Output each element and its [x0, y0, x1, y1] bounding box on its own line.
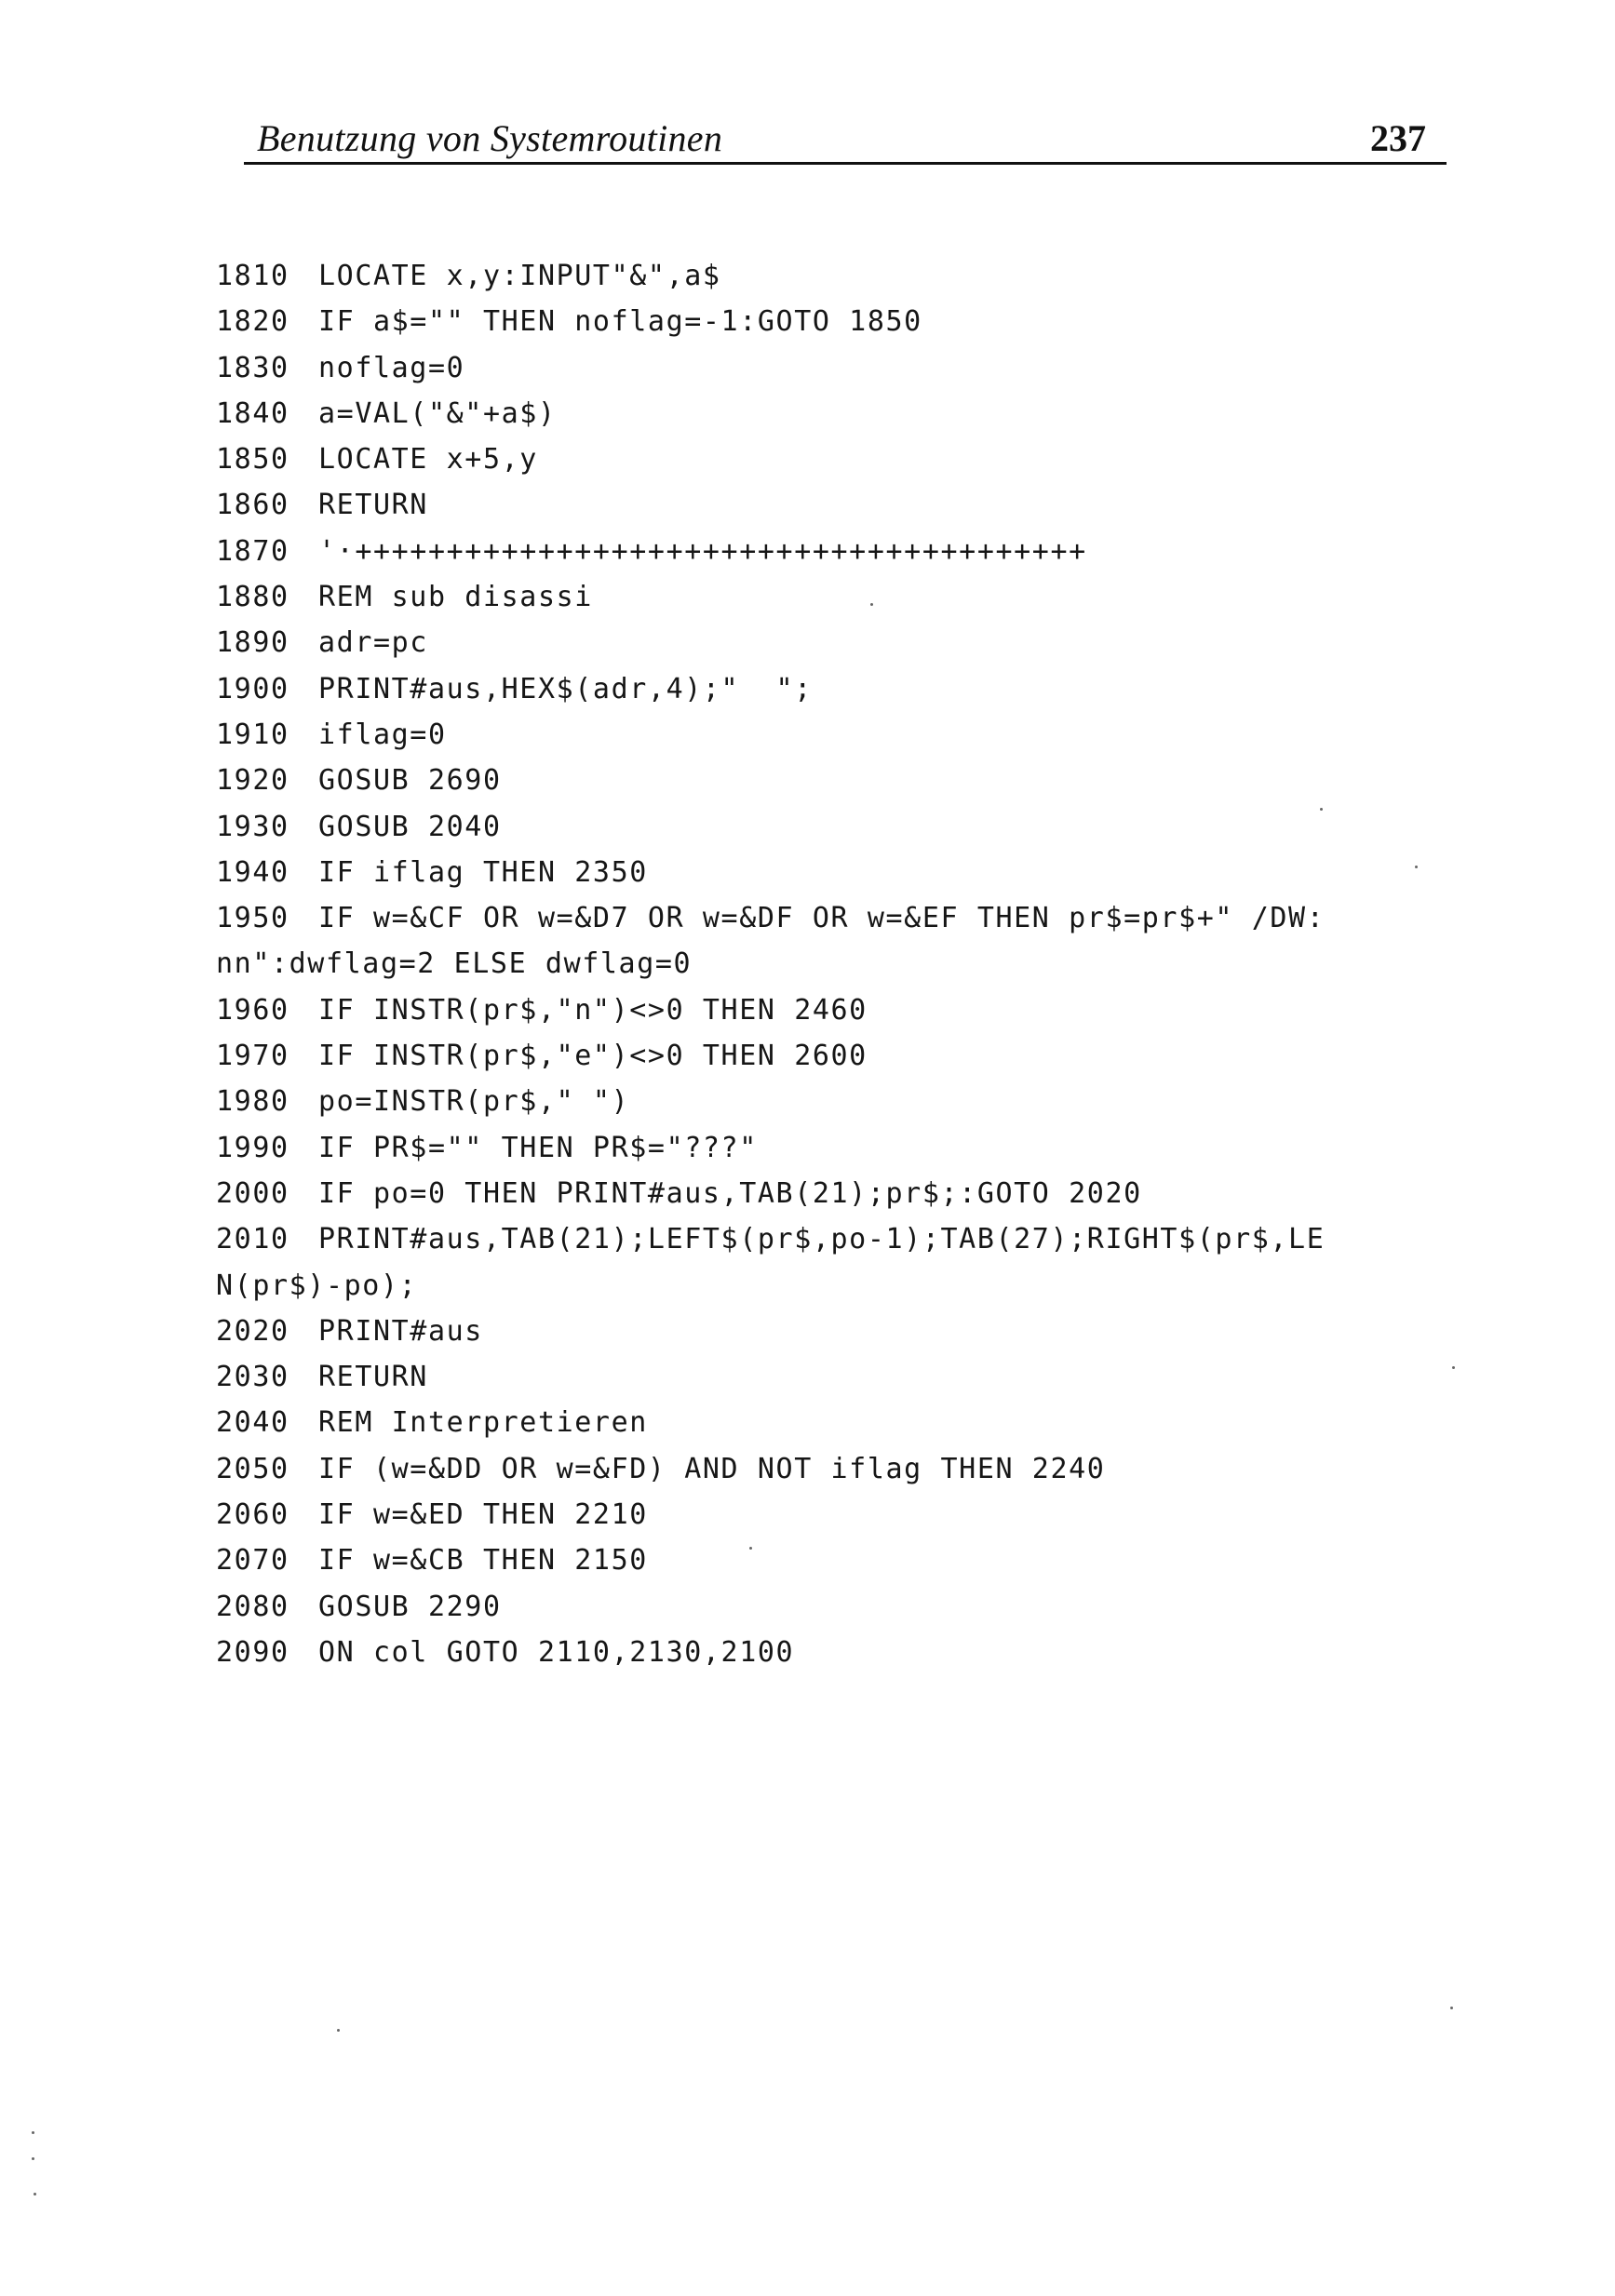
line-code: IF a$="" THEN noflag=-1:GOTO 1850 — [318, 305, 922, 339]
scan-speck — [32, 2157, 34, 2160]
code-line — [216, 1584, 1463, 1630]
line-code: LOCATE x+5,y — [318, 443, 538, 477]
line-number: 1930 — [216, 810, 289, 843]
line-number: 1850 — [216, 443, 289, 477]
code-line — [216, 1216, 1463, 1262]
code-line — [216, 1400, 1463, 1445]
line-code: adr=pc — [318, 626, 428, 660]
line-code: po=INSTR(pr$," ") — [318, 1085, 630, 1119]
code-line — [216, 987, 1463, 1033]
line-number: 1900 — [216, 672, 289, 705]
line-number: 2000 — [216, 1176, 289, 1210]
line-code: IF INSTR(pr$,"n")<>0 THEN 2460 — [318, 993, 868, 1027]
line-code: noflag=0 — [318, 351, 465, 384]
line-code: IF INSTR(pr$,"e")<>0 THEN 2600 — [318, 1040, 868, 1073]
code-line — [216, 253, 1463, 299]
line-code: RETURN — [318, 1361, 428, 1394]
code-line — [216, 574, 1463, 620]
scan-speck — [1320, 808, 1323, 811]
line-number: 1920 — [216, 764, 289, 798]
line-number: 2030 — [216, 1361, 289, 1394]
line-number: 1960 — [216, 993, 289, 1027]
code-line — [216, 1033, 1463, 1079]
code-line — [216, 1446, 1463, 1492]
line-code: IF w=&ED THEN 2210 — [318, 1498, 648, 1532]
line-code: RETURN — [318, 489, 428, 522]
line-number: 2010 — [216, 1223, 289, 1256]
code-line — [216, 712, 1463, 758]
line-code: iflag=0 — [318, 718, 447, 751]
scan-speck — [1452, 1366, 1455, 1369]
code-line — [216, 1309, 1463, 1354]
code-line — [216, 1630, 1463, 1675]
line-number: 1820 — [216, 305, 289, 339]
line-number: 1990 — [216, 1131, 289, 1164]
line-code: GOSUB 2040 — [318, 810, 502, 843]
code-line — [216, 345, 1463, 391]
line-number: 1810 — [216, 260, 289, 292]
line-code: IF po=0 THEN PRINT#aus,TAB(21);pr$;:GOTO 2020 — [318, 1176, 1142, 1210]
scan-speck — [749, 1547, 752, 1550]
code-line — [216, 1125, 1463, 1171]
code-line — [216, 1537, 1463, 1583]
line-number: 1980 — [216, 1085, 289, 1119]
code-line — [216, 804, 1463, 850]
code-line — [216, 436, 1463, 482]
scan-speck — [34, 2193, 36, 2195]
line-code: nn":dwflag=2 ELSE dwflag=0 — [216, 947, 693, 981]
line-number: 1840 — [216, 396, 289, 430]
line-code: IF PR$="" THEN PR$="???" — [318, 1131, 758, 1164]
line-code: PRINT#aus,HEX$(adr,4);" "; — [318, 672, 813, 705]
line-number: 2020 — [216, 1314, 289, 1348]
line-number: 1880 — [216, 581, 289, 614]
code-line — [216, 1354, 1463, 1400]
line-code: PRINT#aus,TAB(21);LEFT$(pr$,po-1);TAB(27);RIGHT$(pr$,LE — [318, 1223, 1326, 1256]
line-number: 1830 — [216, 351, 289, 384]
code-line — [216, 1171, 1463, 1216]
line-code: GOSUB 2290 — [318, 1590, 502, 1623]
code-line — [216, 895, 1463, 941]
line-number: 2040 — [216, 1406, 289, 1440]
scan-speck — [870, 603, 873, 606]
line-number: 2080 — [216, 1590, 289, 1623]
line-number: 1950 — [216, 902, 289, 935]
line-number: 2070 — [216, 1544, 289, 1578]
code-line — [216, 529, 1463, 574]
line-number: 2060 — [216, 1498, 289, 1532]
line-code: a=VAL("&"+a$) — [318, 396, 557, 430]
line-code: GOSUB 2690 — [318, 764, 502, 798]
line-code: IF iflag THEN 2350 — [318, 855, 648, 889]
code-line — [216, 620, 1463, 665]
line-number: 2050 — [216, 1452, 289, 1485]
line-code: N(pr$)-po); — [216, 1269, 418, 1302]
code-line — [216, 1492, 1463, 1537]
code-line — [216, 1079, 1463, 1124]
line-code: PRINT#aus — [318, 1314, 483, 1348]
code-line — [216, 666, 1463, 712]
line-number: 1860 — [216, 489, 289, 522]
scan-speck — [337, 2029, 340, 2032]
line-code: IF w=&CB THEN 2150 — [318, 1544, 648, 1578]
page-number: 237 — [1370, 117, 1426, 159]
code-line-continuation — [216, 1263, 1463, 1309]
line-number: 2090 — [216, 1635, 289, 1669]
line-code: ON col GOTO 2110,2130,2100 — [318, 1635, 795, 1669]
line-number: 1890 — [216, 626, 289, 660]
code-line — [216, 850, 1463, 895]
code-line — [216, 391, 1463, 436]
code-line — [216, 482, 1463, 528]
code-line — [216, 758, 1463, 803]
line-code: REM Interpretieren — [318, 1406, 648, 1440]
line-number: 1940 — [216, 855, 289, 889]
line-number: 1870 — [216, 534, 289, 568]
line-code: '·++++++++++++++++++++++++++++++++++++++++ — [318, 534, 1087, 568]
running-header — [244, 110, 1447, 165]
code-line-continuation — [216, 941, 1463, 987]
line-code: LOCATE x,y:INPUT"&",a$ — [318, 260, 721, 292]
code-line — [216, 299, 1463, 344]
basic-code-listing — [216, 253, 1463, 1675]
line-code: REM sub disassi — [318, 581, 593, 614]
line-code: IF (w=&DD OR w=&FD) AND NOT iflag THEN 2240 — [318, 1452, 1106, 1485]
scan-speck — [1450, 2007, 1453, 2009]
line-number: 1910 — [216, 718, 289, 751]
scan-speck — [32, 2131, 34, 2134]
scan-speck — [1415, 866, 1418, 868]
chapter-title: Benutzung von Systemroutinen — [257, 117, 723, 159]
line-number: 1970 — [216, 1040, 289, 1073]
line-code: IF w=&CF OR w=&D7 OR w=&DF OR w=&EF THEN pr$=pr$+" /DW: — [318, 902, 1326, 935]
